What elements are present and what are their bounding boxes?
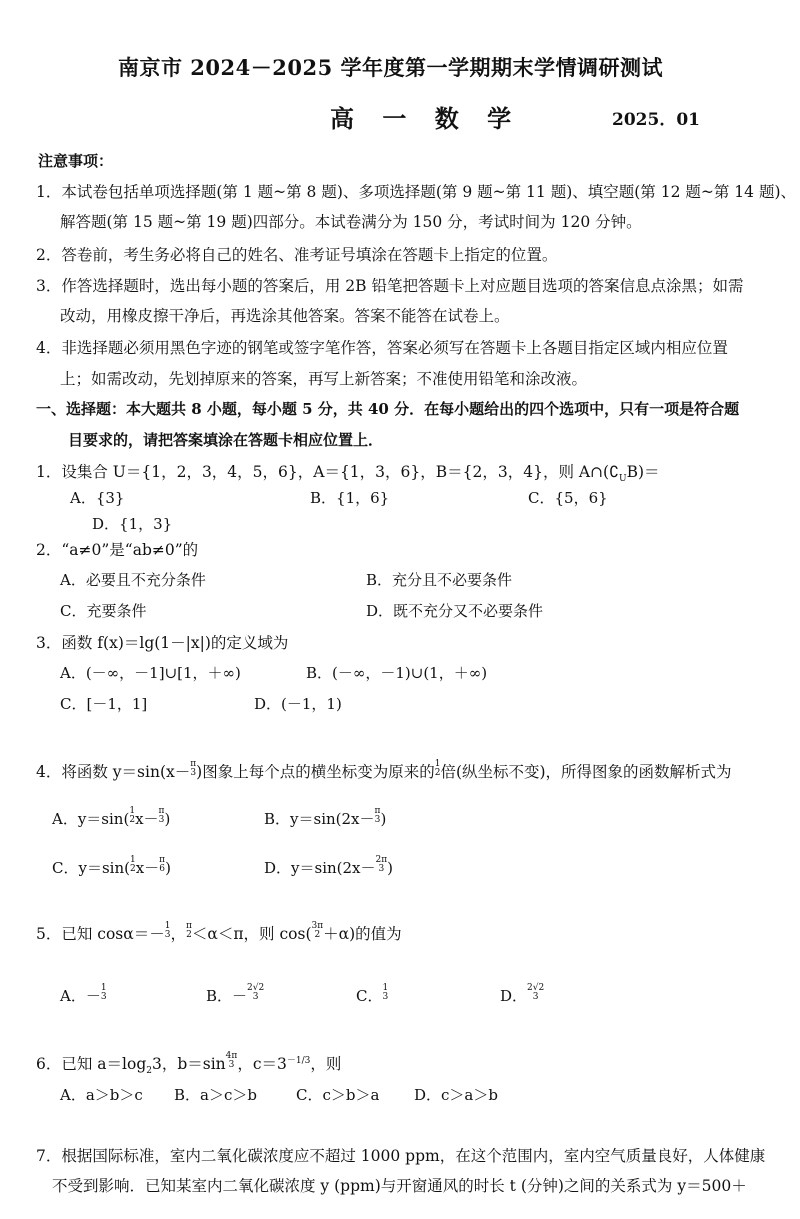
question-5-option-d: D．2√2 3 xyxy=(500,983,545,1005)
question-3-option-c: C．[－1，1] xyxy=(60,695,148,713)
notice-item-4-line-1: 4．非选择题必须用黑色字迹的钢笔或签字笔作答，答案必须写在答题卡上各题目指定区域内相应位置 xyxy=(36,339,728,357)
question-2-option-c: C．充要条件 xyxy=(60,602,147,620)
question-4-option-c: C．y＝sin(1 2x－π 6) xyxy=(52,855,171,877)
question-4-option-d: D．y＝sin(2x－2π 3 ) xyxy=(264,855,394,877)
question-5-stem: 5．已知 cosα＝－1 3，π 2＜α＜π，则 cos(3π 2 ＋α)的值为 xyxy=(36,921,402,943)
question-6-option-d: D．c＞a＞b xyxy=(414,1086,498,1104)
question-5-option-a: A．－1 3 xyxy=(60,983,107,1005)
question-2-option-d: D．既不充分又不必要条件 xyxy=(366,602,544,620)
question-3-option-b: B．(－∞，－1)∪(1，＋∞) xyxy=(306,664,488,682)
question-3-option-a: A．(－∞，－1]∪[1，＋∞) xyxy=(60,664,241,682)
notice-item-1-line-1: 1．本试卷包括单项选择题(第 1 题~第 8 题)、多项选择题(第 9 题~第 11 题)、填空题(第 12 题~第 14 题)、 xyxy=(36,183,796,201)
question-5-option-c: C．1 3 xyxy=(356,983,389,1005)
question-1-option-d: D．{1，3} xyxy=(92,515,173,533)
question-6-stem: 6．已知 $a=\log_23$，b＝sin4π 3 ，$c=3^{-1/3}$，则 xyxy=(36,1051,342,1077)
section-1-heading-line-2: 目要求的，请把答案填涂在答题卡相应位置上． xyxy=(68,431,384,449)
exam-title: 南京市 2024－2025 学年度第一学期期末学情调研测试 xyxy=(118,55,664,80)
notice-heading: 注意事项： xyxy=(38,152,114,170)
section-1-heading-line-1: 一、选择题：本大题共 8 小题，每小题 5 分，共 40 分．在每小题给出的四个选项中，只有一项是符合题 xyxy=(36,400,740,418)
notice-item-1-line-2: 解答题(第 15 题~第 19 题)四部分。本试卷满分为 150 分，考试时间为 120 分钟。 xyxy=(60,213,642,231)
question-5-option-b: B．－2√2 3 xyxy=(206,983,265,1005)
notice-item-2: 2．答卷前，考生务必将自己的姓名、准考证号填涂在答题卡上指定的位置。 xyxy=(36,246,558,264)
question-4-option-a: A．y＝sin(1 2x－π 3) xyxy=(52,806,171,828)
question-2-option-a: A．必要且不充分条件 xyxy=(60,571,206,589)
question-7-line-1: 7．根据国际标准，室内二氧化碳浓度应不超过 1000 ppm，在这个范围内，室内空气质量良好，人体健康 xyxy=(36,1147,766,1165)
question-1-stem: 1．设集合 U＝{1，2，3，4，5，6}，A＝{1，3，6}，B＝{2，3，4}，则 $A\cap(∁_UB)=$ xyxy=(36,463,660,485)
subject-title: 高 一 数 学 xyxy=(330,104,522,133)
notice-item-4-line-2: 上；如需改动，先划掉原来的答案，再写上新答案；不准使用铅笔和涂改液。 xyxy=(60,370,588,388)
question-1-option-b: B．{1，6} xyxy=(310,489,390,507)
notice-item-3-line-1: 3．作答选择题时，选出每小题的答案后，用 2B 铅笔把答题卡上对应题目选项的答案信息点涂黑；如需 xyxy=(36,277,744,295)
question-4-option-b: B．y＝sin(2x－π 3) xyxy=(264,806,387,828)
question-2-option-b: B．充分且不必要条件 xyxy=(366,571,513,589)
exam-date: 2025．01 xyxy=(612,110,700,130)
question-6-option-c: C．c＞b＞a xyxy=(296,1086,380,1104)
question-6-option-b: B．a＞c＞b xyxy=(174,1086,257,1104)
question-3-option-d: D．(－1，1) xyxy=(254,695,342,713)
question-4-stem: 4．将函数 y＝sin(x－π 3)图象上每个点的横坐标变为原来的1 2倍(纵坐标不变)，所得图象的函数解析式为 xyxy=(36,759,732,781)
question-1-option-c: C．{5，6} xyxy=(528,489,608,507)
question-6-option-a: A．a＞b＞c xyxy=(60,1086,143,1104)
question-2-stem: 2．“a≠0”是“ab≠0”的 xyxy=(36,541,199,559)
question-3-stem: 3．函数 f(x)＝lg(1－|x|)的定义域为 xyxy=(36,634,289,652)
notice-item-3-line-2: 改动，用橡皮擦干净后，再选涂其他答案。答案不能答在试卷上。 xyxy=(60,307,510,325)
question-1-option-a: A．{3} xyxy=(70,489,125,507)
question-7-line-2: 不受到影响．已知某室内二氧化碳浓度 y (ppm)与开窗通风的时长 t (分钟)之间的关系式为 y＝500＋ xyxy=(52,1177,747,1195)
